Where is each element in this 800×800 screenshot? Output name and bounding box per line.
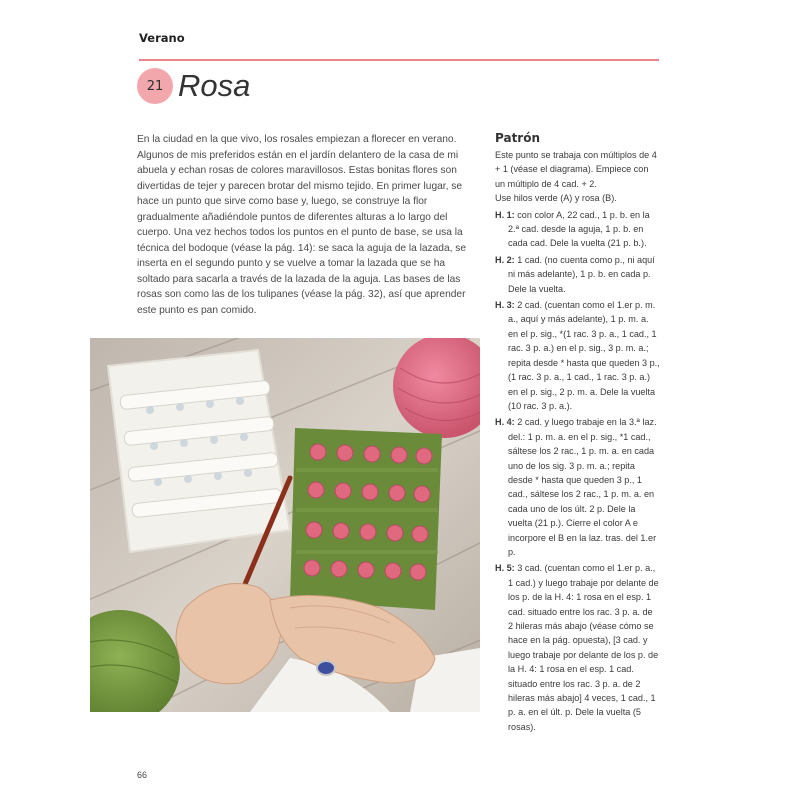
section-title: Verano — [139, 31, 185, 45]
pattern-row — [495, 561, 660, 734]
green-swatch — [290, 428, 442, 610]
pattern-intro: Este punto se trabaja con múltiplos de 4 + 1 (véase el diagrama). Empiece con un múltiplo de 4 cad. + 2. — [495, 150, 657, 189]
pattern-row — [495, 253, 660, 296]
row-text: 3 cad. (cuentan como el 1.er p. a., 1 cad.) y luego trabaje por delante de los p. de la H. 4: 1 rosa en el esp. 1 cad. situado entre los rac. 3 p. a. de 2 hileras más abajo (véase cómo se hace en la pág. opuesta), [3 cad. y luego trabaje por delante de los p. de la H. 4: 1 rosa en el esp. 1 cad. situado entre los rac. 3 p. a. de 2 hileras más abajo] 4 veces, 1 cad., 1 p. a. en el últ. p. Dele la vuelta (5 rosas). — [508, 563, 659, 732]
row-text: con color A, 22 cad., 1 p. b. en la 2.ª cad. desde la aguja, 1 p. b. en cada cad. Dele la vuelta (21 p. b.). — [508, 209, 650, 249]
row-label: H. 2: — [495, 254, 515, 265]
pattern-number-badge: 21 — [137, 68, 173, 104]
crochet-photo — [90, 338, 480, 712]
header-divider — [139, 59, 659, 61]
row-label: H. 1: — [495, 209, 515, 220]
row-text: 2 cad. y luego trabaje en la 3.ª laz. del.: 1 p. m. a. en el p. sig., *1 cad., sáltese los 2 rac., 1 p. m. a. en cada uno de los sig. 3 p. m. a.; repita desde * hasta que queden 3 p., 1 cad., sáltese los 2 rac., 1 p. m. a. en cada uno de los últ. 2 p. Dele la vuelta (21 p.). Cierre el color A e incorpore el B en la laz. tras. del 1.er p. — [508, 417, 657, 557]
pattern-row — [495, 208, 660, 251]
intro-paragraph: En la ciudad en la que vivo, los rosales empiezan a florecer en verano. Algunos de mis preferidos están en el jardín delantero de la casa de mi abuela y echan rosas de colores maravillosos. Estas bonitas flores son divertidas de tejer y parecen brotar del mismo tejido. En primer lugar, se hace un punto que sirve como base y, luego, se construye la flor gradualmente añadiéndole puntos de diferentes alturas a lo largo del cuerpo. Una vez hechos todos los puntos en el punto de base, se usa la técnica del bodoque (véase la pág. 14): se saca la aguja de la lazada, se inserta en el segundo punto y se vuelve a tomar la lazada que se ha soltado para sacarla a través de la lazada de la aguja. Las bases de las rosas son como las de los tulipanes (véase la pág. 32), así que aprender este punto es pan comido. — [137, 134, 467, 316]
page-title: Rosa — [178, 68, 251, 103]
pattern-row — [495, 415, 660, 559]
row-text: 2 cad. (cuentan como el 1.er p. m. a., aquí y más adelante), 1 p. m. a. en el p. sig., *(1 rac. 3 p. a., 1 cad., 1 rac. 3 p. a.) en el p. sig., 3 p. m. a.; repita desde * hasta que queden 3 p., (1 rac. 3 p. a., 1 cad., 1 rac. 3 p. a.) en el p. sig., 2 p. m. a. Dele la vuelta (10 rac. 3 p. a.). — [508, 300, 660, 411]
page-number: 66 — [137, 770, 148, 780]
yarn-note: Use hilos verde (A) y rosa (B). — [495, 193, 617, 204]
row-label: H. 5: — [495, 563, 515, 574]
row-text: 1 cad. (no cuenta como p., ni aquí ni más adelante), 1 p. b. en cada p. Dele la vuelta. — [508, 254, 655, 294]
pattern-row — [495, 298, 660, 413]
pattern-heading: Patrón — [495, 131, 541, 145]
pattern-column — [495, 131, 660, 734]
row-label: H. 3: — [495, 300, 515, 311]
ring — [317, 661, 335, 675]
white-swatch — [108, 350, 290, 552]
row-label: H. 4: — [495, 417, 515, 428]
